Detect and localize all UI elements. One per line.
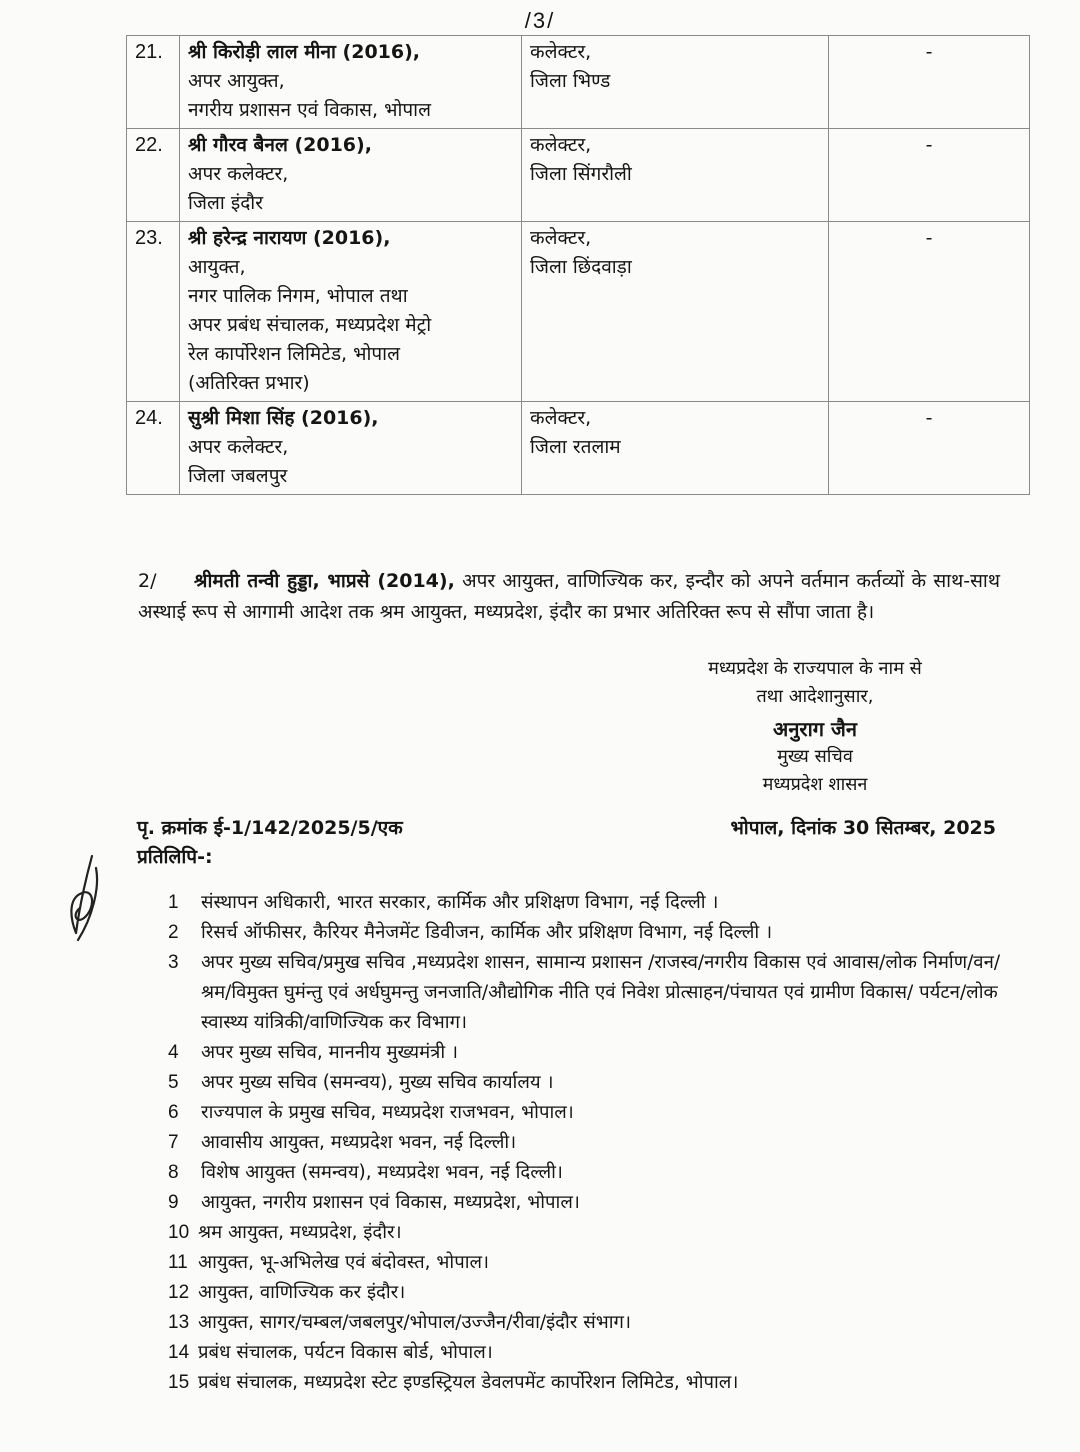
handwritten-initials-icon — [62, 848, 112, 948]
copy-item-text: श्रम आयुक्त, मध्यप्रदेश, इंदौर। — [198, 1222, 402, 1243]
new-post-line: कलेक्टर, — [530, 407, 592, 429]
new-post-line: कलेक्टर, — [530, 134, 592, 156]
new-post-cell — [522, 222, 829, 402]
officer-name: श्री गौरव बैनल (2016), — [188, 134, 372, 156]
table-row — [127, 129, 1030, 222]
signature-line-1: मध्यप्रदेश के राज्यपाल के नाम से — [708, 658, 922, 679]
copy-list-item — [168, 1098, 1010, 1128]
paragraph-text: अपर आयुक्त, वाणिज्यिक कर, इन्दौर को अपने वर्तमान कर्तव्यों के साथ-साथ अस्थाई रूप से आगामी आदेश तक श्रम आयुक्त, मध्यप्रदेश, इंदौर का प्रभार अतिरिक्त रूप से सौंपा जाता है। — [138, 570, 1000, 623]
copy-item-number: 7 — [168, 1132, 179, 1153]
page-number: /3/ — [524, 8, 556, 33]
copy-item-number: 11 — [168, 1252, 188, 1273]
copy-item-number: 12 — [168, 1282, 190, 1303]
signatory-name: अनुराग जैन — [773, 717, 857, 741]
signatory-designation: मुख्य सचिव — [777, 746, 853, 767]
new-post-cell — [522, 129, 829, 222]
serial-number: 23. — [127, 222, 180, 402]
copy-item-text: रिसर्च ऑफीसर, कैरियर मैनेजमेंट डिवीजन, कार्मिक और प्रशिक्षण विभाग, नई दिल्ली । — [201, 922, 773, 943]
copy-item-text: प्रबंध संचालक, पर्यटन विकास बोर्ड, भोपाल। — [198, 1342, 493, 1363]
copy-item-text: अपर मुख्य सचिव, माननीय मुख्यमंत्री । — [201, 1042, 459, 1063]
copy-item-number: 15 — [168, 1372, 190, 1393]
remark-cell: - — [829, 222, 1030, 402]
officer-name: श्री किरोड़ी लाल मीना (2016), — [188, 41, 421, 63]
copy-item-text: आयुक्त, नगरीय प्रशासन एवं विकास, मध्यप्रदेश, भोपाल। — [201, 1192, 580, 1213]
officer-cell — [180, 402, 522, 495]
officer-name-bold: श्रीमती तन्वी हुड्डा, भाप्रसे (2014), — [194, 570, 455, 592]
copy-item-text: अपर मुख्य सचिव/प्रमुख सचिव ,मध्यप्रदेश शासन, सामान्य प्रशासन /राजस्व/नगरीय विकास एवं आवास/लोक निर्माण/वन/श्रम/विमुक्त घुमंन्तु एवं अर्धघुमन्तु जनजाति/औद्योगिक नीति एवं निवेश प्रोत्साहन/पंचायत एवं ग्रामीण विकास/ पर्यटन/लोक स्वास्थ्य यांत्रिकी/वाणिज्यिक कर विभाग। — [201, 952, 1001, 1033]
copy-list-item — [168, 1068, 1010, 1098]
officer-detail-line: नगर पालिक निगम, भोपाल तथा — [188, 285, 408, 307]
new-post-line: जिला सिंगरौली — [530, 163, 632, 185]
copy-list-item — [168, 1308, 1010, 1338]
copy-item-text: आवासीय आयुक्त, मध्यप्रदेश भवन, नई दिल्ली। — [201, 1132, 517, 1153]
copy-item-text: आयुक्त, भू-अभिलेख एवं बंदोवस्त, भोपाल। — [198, 1252, 490, 1273]
copy-heading: प्रतिलिपि-: — [137, 846, 213, 868]
dateline: भोपाल, दिनांक 30 सितम्बर, 2025 — [730, 817, 996, 839]
copy-list-item — [168, 1128, 1010, 1158]
copy-item-text: प्रबंध संचालक, मध्यप्रदेश स्टेट इण्डस्ट्रियल डेवलपमेंट कार्पोरेशन लिमिटेड, भोपाल। — [198, 1372, 739, 1393]
copy-item-number: 8 — [168, 1162, 179, 1183]
officer-detail-line: आयुक्त, — [188, 256, 246, 278]
copy-list-item — [168, 1038, 1010, 1068]
copy-item-text: अपर मुख्य सचिव (समन्वय), मुख्य सचिव कार्यालय । — [201, 1072, 554, 1093]
copy-list-item — [168, 918, 1010, 948]
copy-list-item — [168, 1368, 1010, 1398]
signature-line-2: तथा आदेशानुसार, — [756, 686, 874, 707]
copy-item-text: आयुक्त, सागर/चम्बल/जबलपुर/भोपाल/उज्जैन/रीवा/इंदौर संभाग। — [198, 1312, 631, 1333]
copy-list-item — [168, 1158, 1010, 1188]
new-post-line: कलेक्टर, — [530, 41, 592, 63]
copy-item-number: 14 — [168, 1342, 190, 1363]
new-post-line: जिला रतलाम — [530, 436, 621, 458]
copy-item-number: 2 — [168, 922, 179, 943]
table-row — [127, 402, 1030, 495]
paragraph-number: 2/ — [138, 570, 157, 592]
signatory-office: मध्यप्रदेश शासन — [762, 774, 868, 795]
remark-cell: - — [829, 129, 1030, 222]
officer-cell — [180, 222, 522, 402]
officer-detail-line: अपर आयुक्त, — [188, 70, 285, 92]
officer-name: श्री हरेन्द्र नारायण (2016), — [188, 227, 391, 249]
copy-list-item — [168, 1248, 1010, 1278]
posting-table — [126, 35, 1030, 495]
new-post-line: जिला छिंदवाड़ा — [530, 256, 632, 278]
reference-number: पृ. क्रमांक ई-1/142/2025/5/एक — [137, 817, 403, 839]
reference-block — [137, 814, 403, 872]
officer-detail-line: रेल कार्पोरेशन लिमिटेड, भोपाल — [188, 343, 400, 365]
copy-list-item — [168, 1278, 1010, 1308]
serial-number: 24. — [127, 402, 180, 495]
serial-number: 21. — [127, 36, 180, 129]
officer-cell — [180, 129, 522, 222]
new-post-cell — [522, 36, 829, 129]
remark-cell: - — [829, 36, 1030, 129]
copy-item-number: 1 — [168, 892, 179, 913]
new-post-line: कलेक्टर, — [530, 227, 592, 249]
officer-detail-line: जिला जबलपुर — [188, 465, 288, 487]
copy-item-text: विशेष आयुक्त (समन्वय), मध्यप्रदेश भवन, नई दिल्ली। — [201, 1162, 563, 1183]
copy-item-text: राज्यपाल के प्रमुख सचिव, मध्यप्रदेश राजभवन, भोपाल। — [201, 1102, 574, 1123]
copy-item-number: 10 — [168, 1222, 190, 1243]
signature-block — [640, 655, 990, 799]
copy-list — [168, 888, 1010, 1398]
copy-item-number: 4 — [168, 1042, 179, 1063]
new-post-line: जिला भिण्ड — [530, 70, 611, 92]
officer-detail-line: अपर प्रबंध संचालक, मध्यप्रदेश मेट्रो — [188, 314, 432, 336]
table-row — [127, 222, 1030, 402]
copy-list-item — [168, 1188, 1010, 1218]
copy-item-number: 9 — [168, 1192, 179, 1213]
officer-detail-line: (अतिरिक्त प्रभार) — [188, 372, 310, 394]
copy-item-number: 3 — [168, 952, 179, 973]
copy-item-number: 5 — [168, 1072, 179, 1093]
officer-cell — [180, 36, 522, 129]
new-post-cell — [522, 402, 829, 495]
copy-list-item — [168, 1218, 1010, 1248]
officer-detail-line: जिला इंदौर — [188, 192, 263, 214]
copy-item-number: 13 — [168, 1312, 190, 1333]
officer-name: सुश्री मिशा सिंह (2016), — [188, 407, 379, 429]
copy-item-text: आयुक्त, वाणिज्यिक कर इंदौर। — [198, 1282, 406, 1303]
copy-item-text: संस्थापन अधिकारी, भारत सरकार, कार्मिक और प्रशिक्षण विभाग, नई दिल्ली । — [201, 892, 719, 913]
copy-item-number: 6 — [168, 1102, 179, 1123]
paragraph-2 — [138, 566, 1000, 628]
serial-number: 22. — [127, 129, 180, 222]
copy-list-item — [168, 948, 1010, 1038]
officer-detail-line: नगरीय प्रशासन एवं विकास, भोपाल — [188, 99, 431, 121]
remark-cell: - — [829, 402, 1030, 495]
copy-list-item — [168, 888, 1010, 918]
officer-detail-line: अपर कलेक्टर, — [188, 436, 289, 458]
officer-detail-line: अपर कलेक्टर, — [188, 163, 289, 185]
table-row — [127, 36, 1030, 129]
copy-list-item — [168, 1338, 1010, 1368]
